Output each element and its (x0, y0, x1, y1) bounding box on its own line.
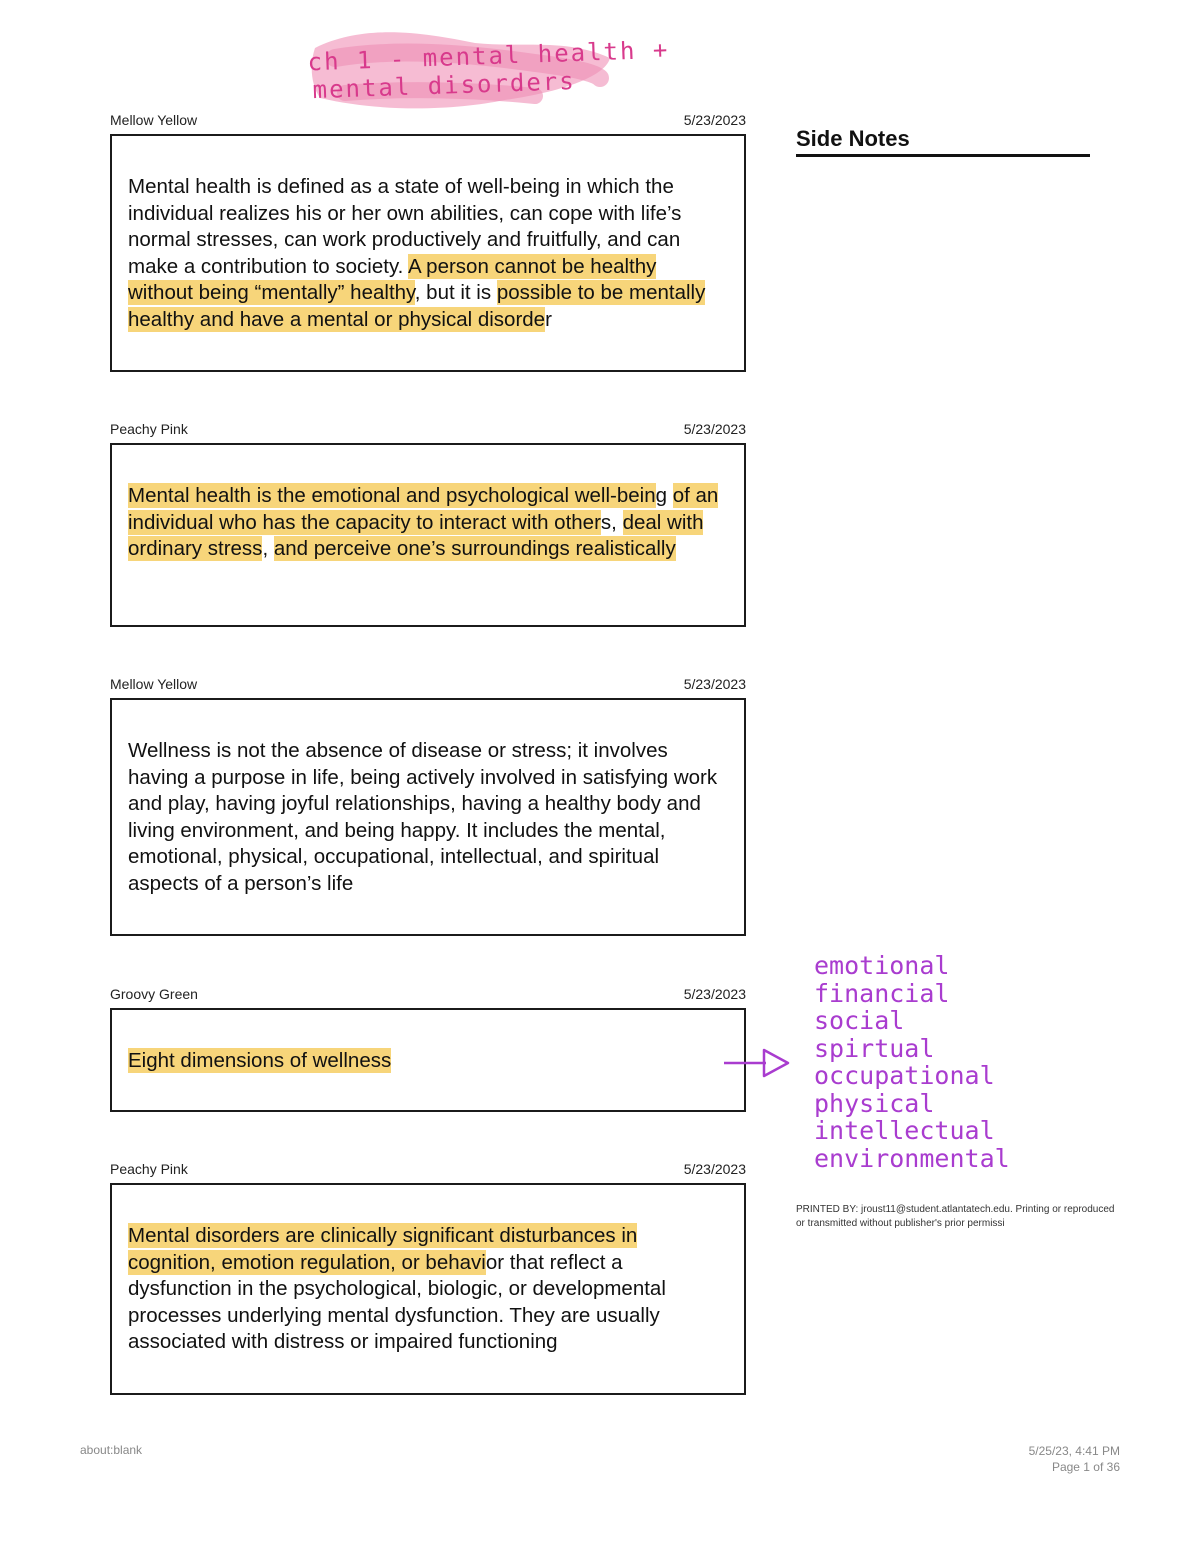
note-color-label: Mellow Yellow (110, 676, 198, 692)
note-box (110, 443, 746, 627)
highlighted-text: deal with ordinary stress (128, 510, 704, 561)
note-body: Mental disorders are clinically significant disturbances in cognition, emotion regulation, or behavior that reflect a dysfunction in the psychological, biologic, or developmental processes underlying mental dysfunction. They are usually associated with distress or impaired functioning (128, 1224, 666, 1354)
footer-datetime: 5/25/23, 4:41 PM (1028, 1444, 1120, 1458)
note-date: 5/23/2023 (683, 112, 746, 128)
handwritten-title-line2: mental disorders (312, 66, 577, 105)
footer-page-number: Page 1 of 36 (1051, 1460, 1120, 1474)
dimension-item: emotional (814, 951, 950, 980)
side-notes-divider (796, 154, 1090, 157)
dimension-item: occupational (814, 1061, 995, 1090)
arrow-right-icon (722, 1046, 792, 1080)
wellness-dimensions-handwritten-list (814, 952, 1010, 1172)
note-date: 5/23/2023 (683, 676, 746, 692)
note-color-label: Peachy Pink (110, 421, 188, 437)
highlighted-text: Eight dimensions of wellness (128, 1049, 392, 1072)
highlighted-text: possible to be mentally healthy and have a mental or physical disorde (128, 281, 706, 331)
highlighted-text: A person cannot be healthy without being “mentally” healthy (128, 254, 657, 305)
note-color-label: Mellow Yellow (110, 112, 198, 128)
highlighted-text: of an individual who has the capacity to interact with other (128, 484, 719, 534)
dimension-item: financial (814, 978, 950, 1008)
dimension-item: social (814, 1006, 905, 1035)
note-box (110, 134, 746, 372)
highlighted-text: and perceive one’s surroundings realistically (273, 537, 676, 561)
note-date: 5/23/2023 (683, 421, 746, 437)
note-date: 5/23/2023 (683, 986, 746, 1002)
footer-meta (1029, 1443, 1120, 1475)
printed-by-notice: PRINTED BY: jroust11@student.atlantatech.edu. Printing or reproduced or transmitted without publisher's prior permissi (796, 1204, 1115, 1229)
highlighted-text: Mental disorders are clinically significant disturbances in cognition, emotion regulation, or behavi (128, 1224, 638, 1274)
note-box (110, 1183, 746, 1395)
dimension-item: intellectual (814, 1116, 995, 1145)
dimension-item: environmental (814, 1143, 1010, 1173)
note-body: Mental health is the emotional and psychological well-being of an individual who has the capacity to interact with others, deal with ordinary stress, and perceive one’s surroundings realistically (128, 484, 719, 561)
handwritten-title-line1: ch 1 - mental health + (307, 35, 670, 77)
highlighted-text: Mental health is the emotional and psychological well-bein (128, 484, 656, 507)
note-box (110, 698, 746, 936)
note-body: Wellness is not the absence of disease or stress; it involves having a purpose in life, being actively involved in satisfying work and play, having joyful relationships, having a healthy body and living environment, and being happy. It includes the mental, emotional, physical, occupational, intellectual, and spiritual aspects of a person’s life (128, 739, 718, 895)
note-body: Mental health is defined as a state of well-being in which the individual realizes his or her own abilities, can cope with life’s normal stresses, can work productively and fruitfully, and can make a contribution to society. A person cannot be healthy without being “mentally” healthy, but it is possible to be mentally healthy and have a mental or physical disorder (128, 175, 706, 331)
note-color-label: Peachy Pink (110, 1161, 188, 1177)
dimension-item: spirtual (814, 1033, 935, 1063)
note-date: 5/23/2023 (683, 1161, 746, 1177)
side-notes-title: Side Notes (796, 126, 910, 151)
dimension-item: physical (814, 1088, 935, 1118)
note-body (128, 1048, 724, 1075)
note-color-label: Groovy Green (110, 986, 198, 1002)
footer-url: about:blank (80, 1443, 143, 1457)
note-box (110, 1008, 746, 1112)
